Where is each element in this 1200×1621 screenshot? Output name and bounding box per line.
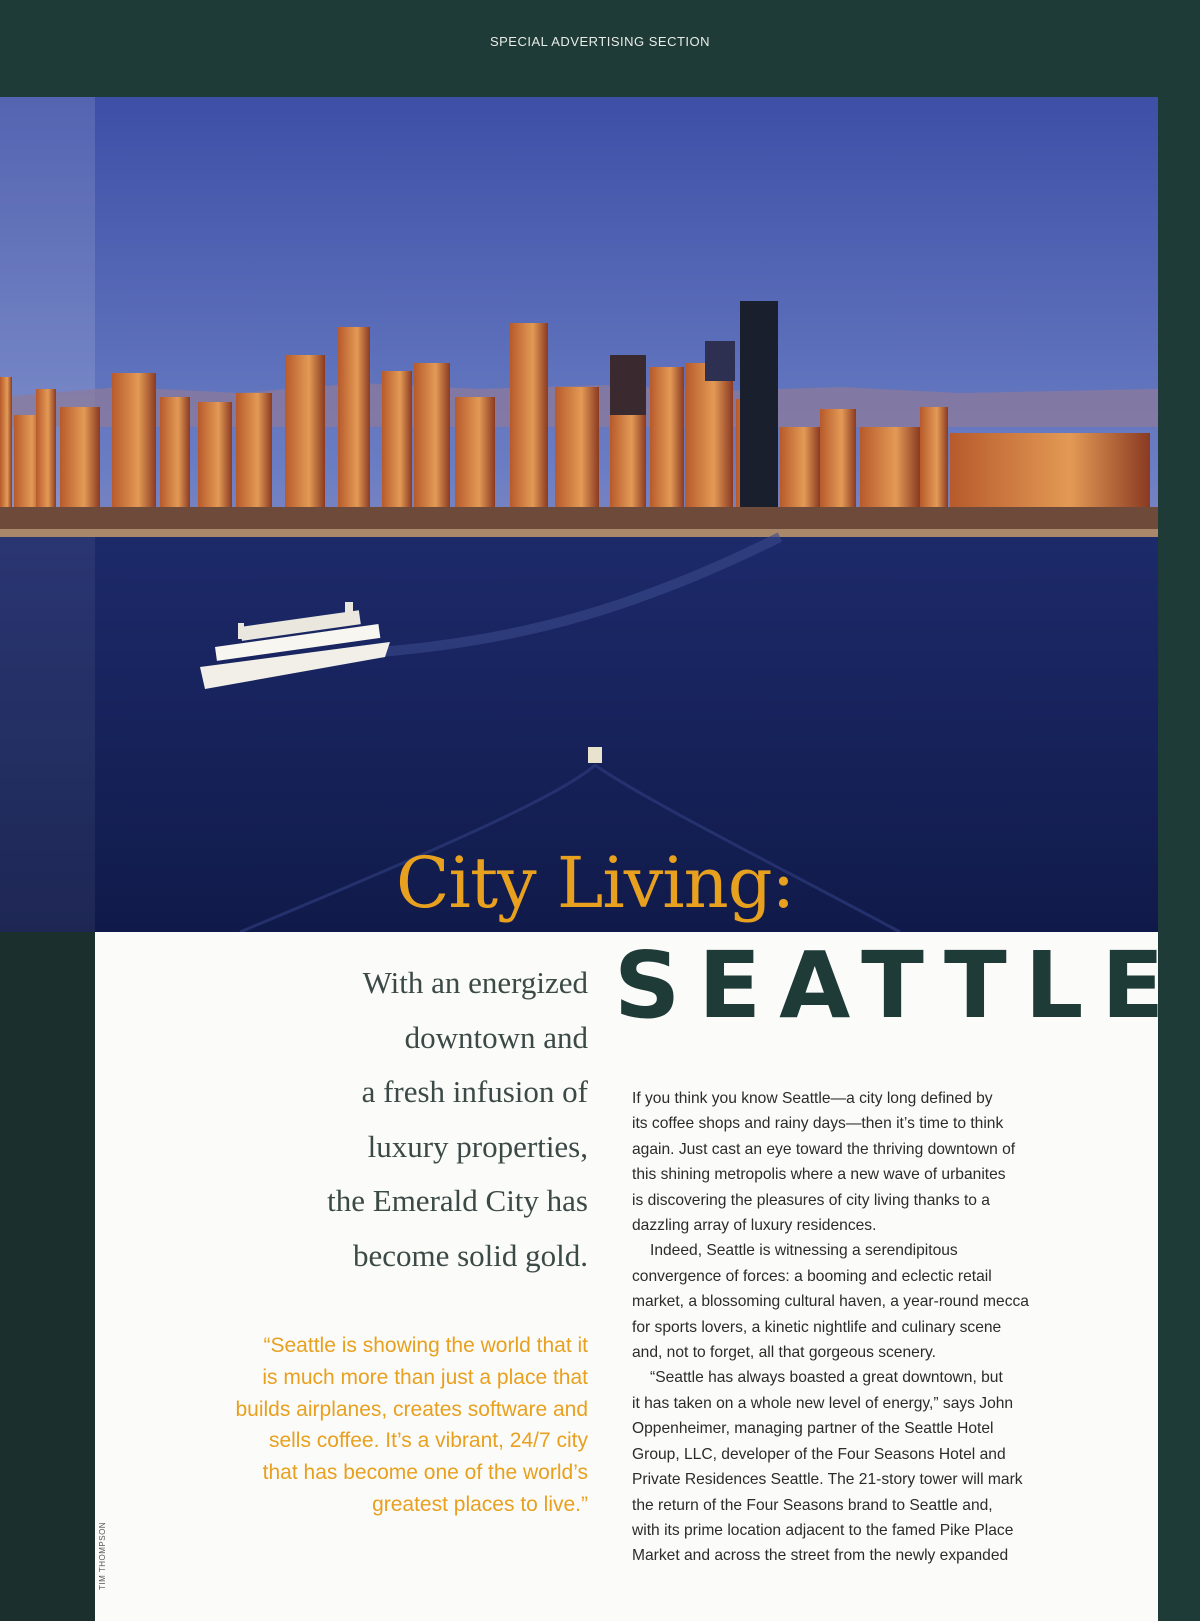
body-line: Indeed, Seattle is witnessing a serendipitous <box>650 1242 958 1260</box>
body-line: the return of the Four Seasons brand to Seattle and, <box>632 1496 993 1514</box>
header-band <box>0 0 1200 97</box>
body-line: convergence of forces: a booming and eclectic retail <box>632 1267 992 1285</box>
quote-line: “Seattle is showing the world that it <box>263 1334 588 1357</box>
body-line: again. Just cast an eye toward the thriving downtown of <box>632 1140 1016 1158</box>
body-line: Private Residences Seattle. The 21-story tower will mark <box>632 1471 1023 1489</box>
deck-line: luxury properties, <box>367 1128 588 1164</box>
section-label: SPECIAL ADVERTISING SECTION <box>489 34 711 49</box>
deck-line: a fresh infusion of <box>361 1074 588 1109</box>
quote-line: greatest places to live.” <box>372 1492 588 1516</box>
body-line: this shining metropolis where a new wave of urbanites <box>632 1166 1006 1184</box>
quote-line: is much more than just a place that <box>262 1365 588 1389</box>
body-line: is discovering the pleasures of city living thanks to a <box>632 1191 990 1209</box>
photo-credit: TIM THOMPSON <box>98 1521 107 1590</box>
article-body <box>632 1086 1102 1569</box>
body-line: with its prime location adjacent to the famed Pike Place <box>632 1521 1014 1539</box>
quote-line: that has become one of the world’s <box>262 1461 588 1485</box>
body-line: Oppenheimer, managing partner of the Seattle Hotel <box>632 1420 994 1438</box>
seattle-skyline-photo <box>0 97 1158 932</box>
title-city-living: City Living: <box>396 842 795 924</box>
pull-quote <box>150 1330 588 1521</box>
deck-line: become solid gold. <box>352 1237 588 1273</box>
body-line: dazzling array of luxury residences. <box>632 1217 877 1235</box>
body-line: Group, LLC, developer of the Four Seasons Hotel and <box>632 1445 1006 1463</box>
body-line: If you think you know Seattle—a city long defined by <box>632 1090 993 1107</box>
body-line: Market and across the street from the newly expanded <box>632 1547 1009 1565</box>
deck-text <box>250 956 588 1283</box>
body-line: for sports lovers, a kinetic nightlife and culinary scene <box>632 1318 1002 1336</box>
deck-line: With an energized <box>362 965 588 1000</box>
body-line: it has taken on a whole new level of energy,” says John <box>632 1394 1014 1412</box>
deck-line: downtown and <box>404 1019 588 1055</box>
deck-line: the Emerald City has <box>327 1183 588 1218</box>
quote-line: builds airplanes, creates software and <box>235 1397 588 1421</box>
left-border-stripe <box>0 932 95 1621</box>
body-line: “Seattle has always boasted a great downtown, but <box>650 1369 1003 1387</box>
body-line: and, not to forget, all that gorgeous scenery. <box>632 1344 936 1362</box>
body-line: market, a blossoming cultural haven, a year-round mecca <box>632 1293 1029 1311</box>
quote-line: sells coffee. It’s a vibrant, 24/7 city <box>268 1429 588 1453</box>
right-border-stripe <box>1158 97 1200 1621</box>
title-seattle: SEATTLE <box>614 932 1183 1039</box>
body-line: its coffee shops and rainy days—then it’s time to think <box>632 1115 1004 1133</box>
